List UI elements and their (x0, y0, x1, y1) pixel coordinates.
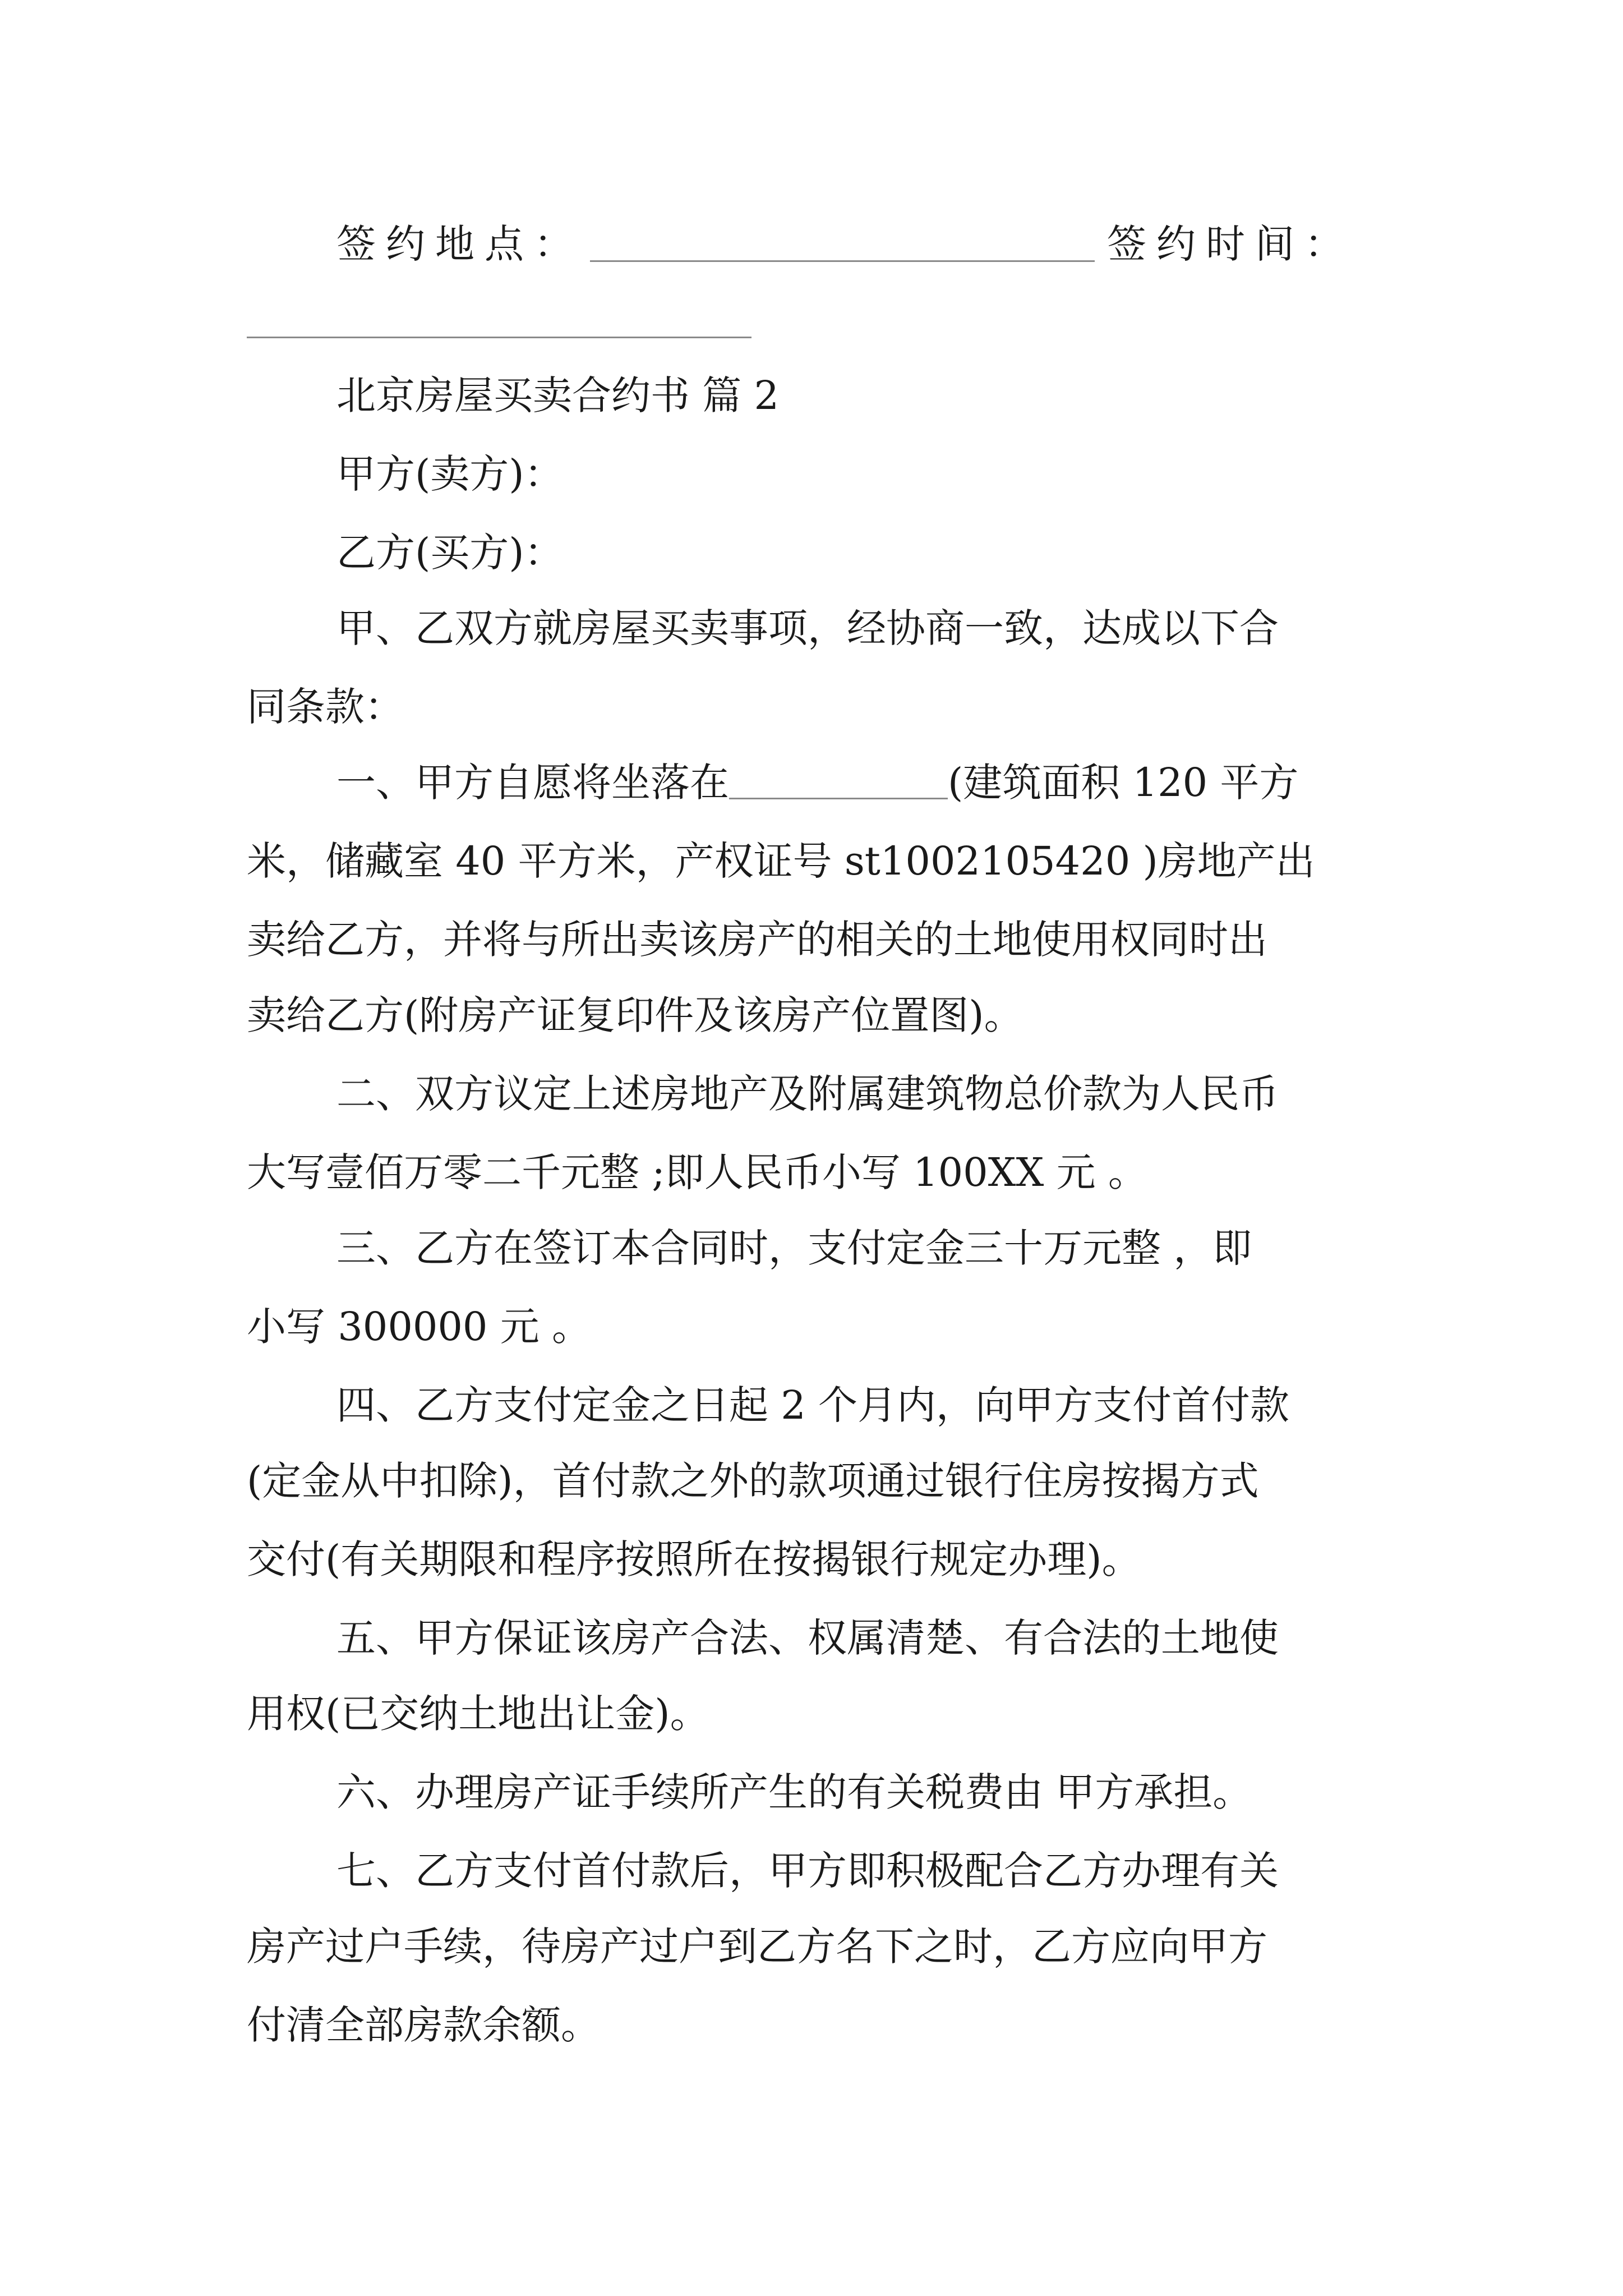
clause-7-line-3: 付清全部房款余额。 (247, 2002, 600, 2048)
signing-place-label: 签约地点： (336, 221, 583, 267)
clause-1-line-3: 卖给乙方，并将与所出卖该房产的相关的土地使用权同时出 (247, 917, 1267, 963)
party-b-label: 乙方(买方)： (336, 530, 564, 576)
clause-5-line-2: 用权(已交纳土地出让金)。 (247, 1691, 709, 1737)
clause-3-line-1: 三、乙方在签订本合同时，支付定金三十万元整 ，即 (336, 1225, 1252, 1271)
clause-7-line-1: 七、乙方支付首付款后，甲方即积极配合乙方办理有关 (336, 1848, 1279, 1894)
clause-3-line-2: 小写 300000 元 。 (247, 1304, 591, 1350)
clause-6-line-1: 六、办理房产证手续所产生的有关税费由 甲方承担。 (336, 1769, 1252, 1815)
clause-4-line-1: 四、乙方支付定金之日起 2 个月内，向甲方支付首付款 (336, 1382, 1290, 1428)
clause-4-line-3: 交付(有关期限和程序按照所在按揭银行规定办理)。 (247, 1536, 1141, 1582)
clause-4-line-2: (定金从中扣除)，首付款之外的款项通过银行住房按揭方式 (247, 1458, 1259, 1504)
clause-2-line-2: 大写壹佰万零二千元整 ;即人民币小写 100XX 元 。 (247, 1149, 1147, 1195)
clause-1-line-4: 卖给乙方(附房产证复印件及该房产位置图)。 (247, 992, 1023, 1038)
intro-line-2: 同条款： (247, 684, 404, 730)
party-a-label: 甲方(卖方)： (336, 451, 564, 497)
contract-title: 北京房屋买卖合约书 篇 2 (336, 372, 780, 418)
clause-1-location-blank (729, 797, 948, 799)
clause-1-text-b: (建筑面积 120 平方 (948, 760, 1299, 806)
intro-line-1: 甲、乙双方就房屋买卖事项，经协商一致，达成以下合 (336, 605, 1279, 651)
signing-time-label: 签约时间： (1107, 221, 1354, 267)
clause-1-line-2: 米，储藏室 40 平方米，产权证号 st1002105420 )房地产出 (247, 838, 1315, 884)
signing-row (336, 221, 1374, 267)
signing-place-blank (590, 258, 1095, 262)
clause-7-line-2: 房产过户手续，待房产过户到乙方名下之时，乙方应向甲方 (247, 1924, 1267, 1970)
clause-2-line-1: 二、双方议定上述房地产及附属建筑物总价款为人民币 (336, 1071, 1279, 1117)
clause-5-line-1: 五、甲方保证该房产合法、权属清楚、有合法的土地使 (336, 1615, 1279, 1661)
clause-1-text-a: 一、甲方自愿将坐落在 (336, 760, 729, 806)
clause-1-line-1 (336, 760, 1299, 806)
signing-time-blank (247, 337, 751, 338)
